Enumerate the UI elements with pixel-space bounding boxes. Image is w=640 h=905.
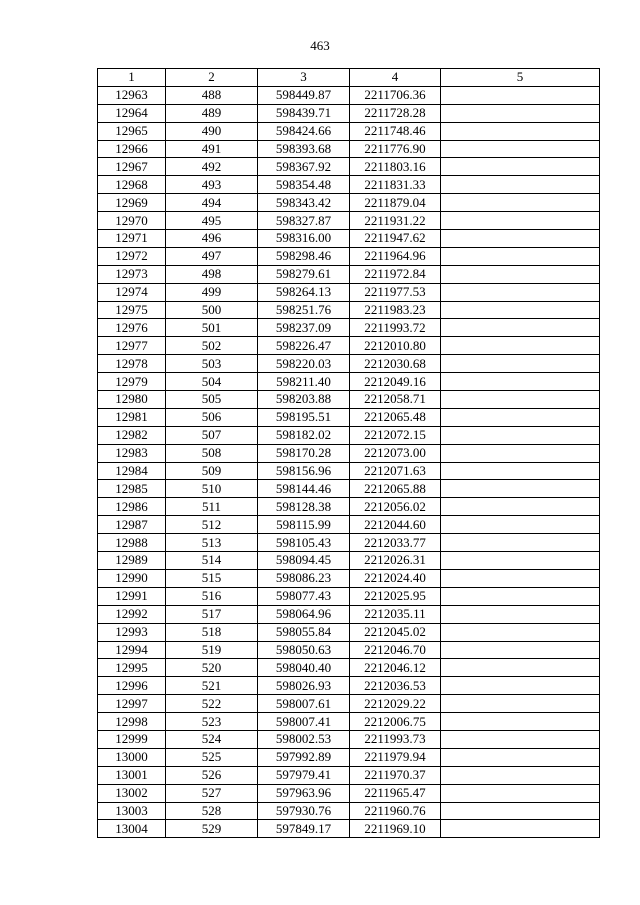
table-cell: 598367.92 [258, 158, 350, 176]
table-cell [441, 516, 600, 534]
table-cell: 12998 [98, 713, 166, 731]
table-cell: 12968 [98, 176, 166, 194]
table-cell: 2212036.53 [350, 677, 441, 695]
table-row [98, 569, 600, 587]
table-cell: 598203.88 [258, 391, 350, 409]
table-cell: 2212026.31 [350, 552, 441, 570]
table-cell: 518 [166, 623, 258, 641]
table-cell: 2211977.53 [350, 283, 441, 301]
table-cell: 12985 [98, 480, 166, 498]
table-cell: 598327.87 [258, 212, 350, 230]
table-cell: 510 [166, 480, 258, 498]
table-cell: 497 [166, 247, 258, 265]
table-cell: 504 [166, 373, 258, 391]
table-cell: 598007.41 [258, 713, 350, 731]
table-row [98, 265, 600, 283]
table-cell: 13003 [98, 802, 166, 820]
table-cell: 2211879.04 [350, 194, 441, 212]
table-cell: 597992.89 [258, 748, 350, 766]
table-cell: 598220.03 [258, 355, 350, 373]
table-row [98, 319, 600, 337]
table-cell: 598182.02 [258, 426, 350, 444]
table-cell [441, 569, 600, 587]
table-header-row [98, 69, 600, 87]
table-cell: 12995 [98, 659, 166, 677]
table-cell: 12972 [98, 247, 166, 265]
table-cell [441, 498, 600, 516]
table-row [98, 480, 600, 498]
table-cell: 597930.76 [258, 802, 350, 820]
table-cell: 12997 [98, 695, 166, 713]
table-cell: 12976 [98, 319, 166, 337]
table-row [98, 766, 600, 784]
table-cell: 13002 [98, 784, 166, 802]
table-cell: 12978 [98, 355, 166, 373]
table-cell: 12981 [98, 408, 166, 426]
table-cell: 511 [166, 498, 258, 516]
table-cell [441, 641, 600, 659]
table-cell [441, 373, 600, 391]
table-cell: 597849.17 [258, 820, 350, 838]
table-cell: 508 [166, 444, 258, 462]
table-cell: 489 [166, 104, 258, 122]
table-cell: 512 [166, 516, 258, 534]
column-header-1: 1 [98, 69, 166, 87]
table-row [98, 784, 600, 802]
table-row [98, 355, 600, 373]
table-cell: 12967 [98, 158, 166, 176]
table-row [98, 677, 600, 695]
table-cell: 500 [166, 301, 258, 319]
column-header-3: 3 [258, 69, 350, 87]
table-cell: 514 [166, 552, 258, 570]
table-cell: 529 [166, 820, 258, 838]
table-cell [441, 426, 600, 444]
table-row [98, 194, 600, 212]
table-cell: 488 [166, 86, 258, 104]
table-cell [441, 122, 600, 140]
table-cell: 598298.46 [258, 247, 350, 265]
table-cell: 527 [166, 784, 258, 802]
table-row [98, 695, 600, 713]
table-row [98, 140, 600, 158]
table-row [98, 373, 600, 391]
table-body [98, 86, 600, 837]
table-cell: 522 [166, 695, 258, 713]
table-cell: 598115.99 [258, 516, 350, 534]
table-cell [441, 408, 600, 426]
table-cell: 2212033.77 [350, 534, 441, 552]
table-cell [441, 820, 600, 838]
table-cell: 598156.96 [258, 462, 350, 480]
table-cell: 521 [166, 677, 258, 695]
table-cell [441, 104, 600, 122]
table-cell: 525 [166, 748, 258, 766]
table-cell: 495 [166, 212, 258, 230]
table-cell: 598050.63 [258, 641, 350, 659]
table-cell: 2211931.22 [350, 212, 441, 230]
table-cell: 505 [166, 391, 258, 409]
table-row [98, 426, 600, 444]
table-cell: 12984 [98, 462, 166, 480]
table-cell: 598128.38 [258, 498, 350, 516]
table-cell: 2212049.16 [350, 373, 441, 391]
table-cell: 2212058.71 [350, 391, 441, 409]
table-cell: 12977 [98, 337, 166, 355]
table-cell: 598144.46 [258, 480, 350, 498]
table-cell: 598449.87 [258, 86, 350, 104]
table-cell: 2211947.62 [350, 230, 441, 248]
table-cell: 598077.43 [258, 587, 350, 605]
table-cell: 528 [166, 802, 258, 820]
table-cell: 598439.71 [258, 104, 350, 122]
table-row [98, 444, 600, 462]
table-cell: 598226.47 [258, 337, 350, 355]
table-cell: 2212071.63 [350, 462, 441, 480]
table-cell: 2211964.96 [350, 247, 441, 265]
table-row [98, 122, 600, 140]
table-cell [441, 784, 600, 802]
table-cell: 499 [166, 283, 258, 301]
table-cell: 2211728.28 [350, 104, 441, 122]
table-cell: 2211969.10 [350, 820, 441, 838]
table-row [98, 247, 600, 265]
table-cell: 2212010.80 [350, 337, 441, 355]
table-cell [441, 247, 600, 265]
table-row [98, 86, 600, 104]
table-row [98, 301, 600, 319]
table-row [98, 516, 600, 534]
table-cell: 12966 [98, 140, 166, 158]
table-row [98, 730, 600, 748]
table-cell: 501 [166, 319, 258, 337]
table-cell: 598105.43 [258, 534, 350, 552]
table-cell [441, 659, 600, 677]
table-cell: 12986 [98, 498, 166, 516]
table-cell: 494 [166, 194, 258, 212]
table-cell: 496 [166, 230, 258, 248]
table-cell: 12965 [98, 122, 166, 140]
table-cell: 2211803.16 [350, 158, 441, 176]
table-cell: 598237.09 [258, 319, 350, 337]
table-cell: 12993 [98, 623, 166, 641]
table-cell: 2212065.88 [350, 480, 441, 498]
table-cell: 598264.13 [258, 283, 350, 301]
table-row [98, 748, 600, 766]
table-cell: 12983 [98, 444, 166, 462]
table-cell: 12979 [98, 373, 166, 391]
table-cell: 598424.66 [258, 122, 350, 140]
table-cell: 506 [166, 408, 258, 426]
table-cell: 598279.61 [258, 265, 350, 283]
table-cell: 519 [166, 641, 258, 659]
table-cell: 598007.61 [258, 695, 350, 713]
table-cell: 597979.41 [258, 766, 350, 784]
table-cell: 598211.40 [258, 373, 350, 391]
table-cell: 2211831.33 [350, 176, 441, 194]
table-cell [441, 713, 600, 731]
table-row [98, 283, 600, 301]
table-cell: 515 [166, 569, 258, 587]
table-cell: 2211706.36 [350, 86, 441, 104]
table-cell: 12969 [98, 194, 166, 212]
table-row [98, 605, 600, 623]
table-cell: 12989 [98, 552, 166, 570]
table-cell: 2211983.23 [350, 301, 441, 319]
table-cell: 12991 [98, 587, 166, 605]
table-cell: 12990 [98, 569, 166, 587]
table-cell: 598343.42 [258, 194, 350, 212]
table-cell [441, 534, 600, 552]
table-cell: 598251.76 [258, 301, 350, 319]
table-cell: 2211970.37 [350, 766, 441, 784]
table-cell: 2211748.46 [350, 122, 441, 140]
table-cell: 598170.28 [258, 444, 350, 462]
table-row [98, 408, 600, 426]
table-cell: 12973 [98, 265, 166, 283]
table-cell: 2212073.00 [350, 444, 441, 462]
table-cell: 12971 [98, 230, 166, 248]
table-cell: 12987 [98, 516, 166, 534]
table-cell [441, 730, 600, 748]
table-cell: 13001 [98, 766, 166, 784]
table-cell [441, 265, 600, 283]
column-header-4: 4 [350, 69, 441, 87]
table-cell [441, 587, 600, 605]
table-cell: 498 [166, 265, 258, 283]
table-row [98, 498, 600, 516]
table-cell: 2211776.90 [350, 140, 441, 158]
table-cell: 492 [166, 158, 258, 176]
table-cell: 598393.68 [258, 140, 350, 158]
table-row [98, 230, 600, 248]
page-number: 463 [310, 38, 330, 53]
table-cell [441, 212, 600, 230]
table-cell [441, 230, 600, 248]
table-cell [441, 748, 600, 766]
table-row [98, 802, 600, 820]
table-cell [441, 158, 600, 176]
table-cell: 520 [166, 659, 258, 677]
table-cell: 12980 [98, 391, 166, 409]
table-cell: 598195.51 [258, 408, 350, 426]
table-cell: 507 [166, 426, 258, 444]
table-cell: 598354.48 [258, 176, 350, 194]
table-cell: 2212024.40 [350, 569, 441, 587]
table-cell: 13004 [98, 820, 166, 838]
table-row [98, 462, 600, 480]
table-cell: 490 [166, 122, 258, 140]
table-cell: 598064.96 [258, 605, 350, 623]
table-cell: 2212072.15 [350, 426, 441, 444]
table-cell: 12992 [98, 605, 166, 623]
table-row [98, 659, 600, 677]
table-cell: 12988 [98, 534, 166, 552]
table-cell: 2212046.70 [350, 641, 441, 659]
table-cell: 2211979.94 [350, 748, 441, 766]
table-row [98, 623, 600, 641]
table-cell [441, 176, 600, 194]
table-cell: 2211960.76 [350, 802, 441, 820]
table-cell: 526 [166, 766, 258, 784]
table-row [98, 713, 600, 731]
table-cell: 513 [166, 534, 258, 552]
table-cell: 2212046.12 [350, 659, 441, 677]
table-cell: 491 [166, 140, 258, 158]
table-row [98, 158, 600, 176]
table-cell: 2212030.68 [350, 355, 441, 373]
table-cell: 12963 [98, 86, 166, 104]
table-cell: 12975 [98, 301, 166, 319]
table-cell: 598094.45 [258, 552, 350, 570]
table-cell: 493 [166, 176, 258, 194]
table-cell: 598040.40 [258, 659, 350, 677]
table-cell [441, 194, 600, 212]
table-cell: 2211965.47 [350, 784, 441, 802]
table-cell: 503 [166, 355, 258, 373]
table-cell: 598002.53 [258, 730, 350, 748]
table-cell [441, 605, 600, 623]
table-cell: 12999 [98, 730, 166, 748]
table-row [98, 391, 600, 409]
table-cell: 2212025.95 [350, 587, 441, 605]
table-cell: 2211993.72 [350, 319, 441, 337]
table-cell: 2211993.73 [350, 730, 441, 748]
table-cell [441, 86, 600, 104]
table-row [98, 552, 600, 570]
table-cell [441, 623, 600, 641]
table-cell: 2211972.84 [350, 265, 441, 283]
table-row [98, 104, 600, 122]
table-cell [441, 140, 600, 158]
table-cell: 523 [166, 713, 258, 731]
table-cell [441, 319, 600, 337]
table-cell [441, 552, 600, 570]
table-cell: 2212065.48 [350, 408, 441, 426]
table-cell: 13000 [98, 748, 166, 766]
table-cell: 509 [166, 462, 258, 480]
table-cell [441, 462, 600, 480]
table-cell [441, 444, 600, 462]
table-cell [441, 337, 600, 355]
table-cell: 2212029.22 [350, 695, 441, 713]
table-cell [441, 355, 600, 373]
table-cell [441, 766, 600, 784]
table-cell: 597963.96 [258, 784, 350, 802]
table-cell: 2212006.75 [350, 713, 441, 731]
table-row [98, 534, 600, 552]
table-cell [441, 480, 600, 498]
table-row [98, 820, 600, 838]
table-cell: 2212056.02 [350, 498, 441, 516]
table-row [98, 212, 600, 230]
table-row [98, 587, 600, 605]
table-cell: 2212035.11 [350, 605, 441, 623]
table-cell [441, 283, 600, 301]
table-cell: 12964 [98, 104, 166, 122]
column-header-2: 2 [166, 69, 258, 87]
table-cell: 12982 [98, 426, 166, 444]
table-row [98, 337, 600, 355]
table-cell: 524 [166, 730, 258, 748]
table-cell [441, 301, 600, 319]
table-cell: 2212044.60 [350, 516, 441, 534]
table-cell: 12974 [98, 283, 166, 301]
table-cell: 598316.00 [258, 230, 350, 248]
table-cell: 517 [166, 605, 258, 623]
table-cell: 2212045.02 [350, 623, 441, 641]
table-cell: 516 [166, 587, 258, 605]
column-header-5: 5 [441, 69, 600, 87]
table-row [98, 641, 600, 659]
table-cell: 12970 [98, 212, 166, 230]
table-cell: 598055.84 [258, 623, 350, 641]
table-cell: 12996 [98, 677, 166, 695]
table-cell: 598026.93 [258, 677, 350, 695]
table-cell [441, 802, 600, 820]
table-cell: 598086.23 [258, 569, 350, 587]
table-cell: 502 [166, 337, 258, 355]
table-cell [441, 391, 600, 409]
table-cell [441, 695, 600, 713]
table-cell [441, 677, 600, 695]
table-row [98, 176, 600, 194]
coordinates-table [97, 68, 600, 838]
table-cell: 12994 [98, 641, 166, 659]
